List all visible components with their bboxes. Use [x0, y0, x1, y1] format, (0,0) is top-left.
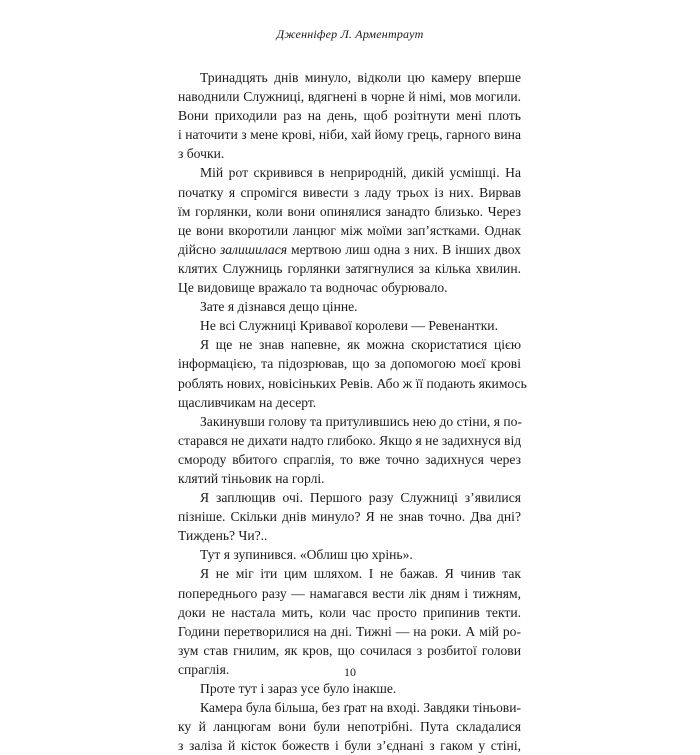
text-line: з заліза й кісток божеств і були з’єднані з гаком у стіні,	[178, 738, 521, 754]
text-line: Я не міг іти цим шляхом. І не бажав. Я чинив так	[200, 566, 521, 582]
page-number: 10	[344, 665, 356, 679]
text-line: Тиждень? Чи?..	[178, 528, 268, 544]
text-line: спраглія.	[178, 661, 230, 677]
text-line: і наточити з мене крові, ніби, хай йому грець, гарного вина	[178, 127, 521, 143]
text-line: Це видовище вражало та водночас обурювало.	[178, 280, 448, 296]
text-line: Я ще не знав напевне, як можна скористатися цією	[200, 337, 521, 353]
text-line: зум став гнилим, як кров, що сочилася з розбитої голови	[178, 642, 521, 658]
text-line: інформацією, та підозрював, що за допомогою моєї крові	[178, 356, 521, 372]
text-line: Не всі Служниці Кривавої королеви — Ревенантки.	[200, 318, 498, 334]
text-line: роблять нових, новісіньких Ревів. Або ж її подають якимось	[178, 375, 527, 391]
text-line: попереднього разу — намагався вести лік дням і тижням,	[178, 585, 521, 601]
text-line: доки не настала мить, коли час просто припинив текти.	[178, 604, 521, 620]
text-line: Вони приходили раз на день, щоб розітнути мені плоть	[178, 108, 521, 124]
text-line: щасливчикам на десерт.	[178, 394, 317, 410]
running-header: Дженніфер Л. Арментраут	[276, 27, 424, 41]
text-line: Тут я зупинився. «Облиш цю хрінь».	[200, 547, 413, 563]
text-line: Тринадцять днів минуло, відколи цю камеру вперше	[200, 70, 521, 85]
text-line: Зате я дізнався дещо цінне.	[200, 299, 358, 315]
text-line: Камера була більша, без ґрат на вході. Завдяки тіньови-	[200, 700, 521, 716]
text-line: це вони вкоротили ланцюг між моїми зап’ястками. Однак	[178, 222, 521, 238]
text-line: клятий тіньовик на горлі.	[178, 470, 325, 486]
text-line: смороду вбитого спраглія, то вже точно задихнуся через	[178, 451, 521, 467]
text-segment: дійсно	[178, 241, 220, 257]
text-line: Проте тут і зараз усе було інакше.	[200, 681, 397, 696]
body-text	[178, 68, 527, 755]
text-line: пізніше. Скільки днів минуло? Я не знав точно. Два дні?	[178, 509, 521, 525]
text-segment: мертвою лиш одна з них. В інших двох	[287, 241, 521, 257]
emphasis-text: залишилася	[219, 241, 288, 257]
text-line: Години перетворилися на дні. Тижні — на роки. А мій ро-	[178, 623, 521, 639]
text-line: наводнили Служниці, вдягнені в чорне й німі, мов могили.	[178, 89, 521, 105]
text-line: їм горлянки, коли вони опинялися занадто близько. Через	[178, 203, 521, 219]
text-line: Закинувши голову та притулившись нею до стіни, я по-	[200, 413, 522, 429]
text-line: старався не дихати надто глибоко. Якщо я не задихнуся від	[178, 432, 522, 448]
text-line: Я заплющив очі. Першого разу Служниці з’явилися	[200, 490, 521, 506]
text-line: Мій рот скривився в неприродній, дикій усмішці. На	[200, 165, 521, 181]
text-line: з бочки.	[178, 146, 225, 162]
text-line: ку й ланцюгам вони були непотрібні. Пута складалися	[178, 719, 521, 735]
text-line: початку я спромігся вивести з ладу трьох із них. Вирвав	[178, 184, 521, 200]
text-line: клятих Служниць горлянки затягнулися за кілька хвилин.	[178, 260, 521, 276]
text-line	[178, 240, 521, 259]
